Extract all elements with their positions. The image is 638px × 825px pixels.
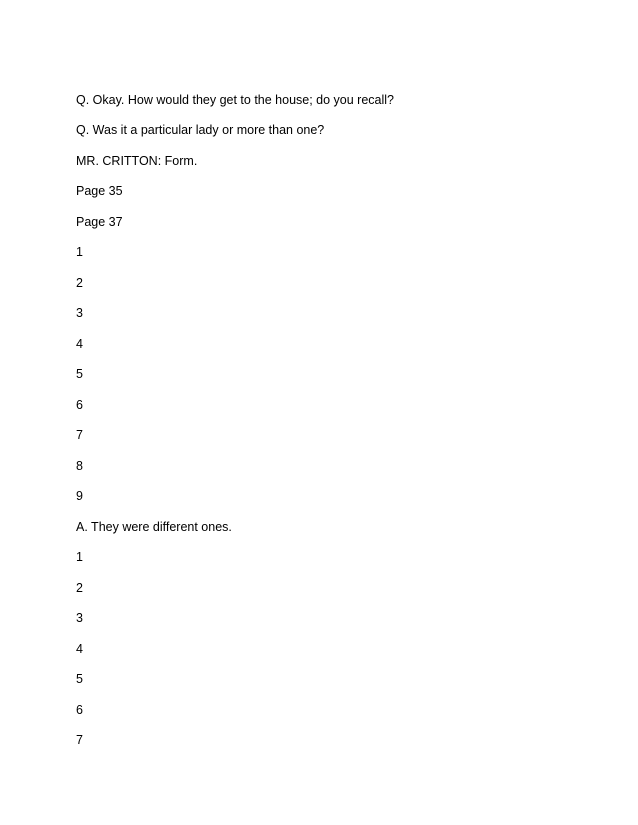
line-number: 9 bbox=[76, 489, 83, 503]
line-number: 2 bbox=[76, 581, 83, 595]
line-number: 8 bbox=[76, 459, 83, 473]
line-number: 4 bbox=[76, 642, 83, 656]
line-number: 4 bbox=[76, 337, 83, 351]
answer-line: A. They were different ones. bbox=[76, 520, 232, 534]
line-number: 6 bbox=[76, 703, 83, 717]
line-number: 1 bbox=[76, 245, 83, 259]
objection-line: MR. CRITTON: Form. bbox=[76, 154, 198, 168]
line-number: 7 bbox=[76, 733, 83, 747]
line-number: 2 bbox=[76, 276, 83, 290]
page-number-label: Page 35 bbox=[76, 184, 123, 198]
line-number: 3 bbox=[76, 306, 83, 320]
line-number: 7 bbox=[76, 428, 83, 442]
line-number: 1 bbox=[76, 550, 83, 564]
line-number: 5 bbox=[76, 672, 83, 686]
line-number: 3 bbox=[76, 611, 83, 625]
question-line: Q. Okay. How would they get to the house; do you recall? bbox=[76, 93, 394, 107]
question-line: Q. Was it a particular lady or more than one? bbox=[76, 123, 325, 137]
page-number-label: Page 37 bbox=[76, 215, 123, 229]
line-number: 6 bbox=[76, 398, 83, 412]
line-number: 5 bbox=[76, 367, 83, 381]
